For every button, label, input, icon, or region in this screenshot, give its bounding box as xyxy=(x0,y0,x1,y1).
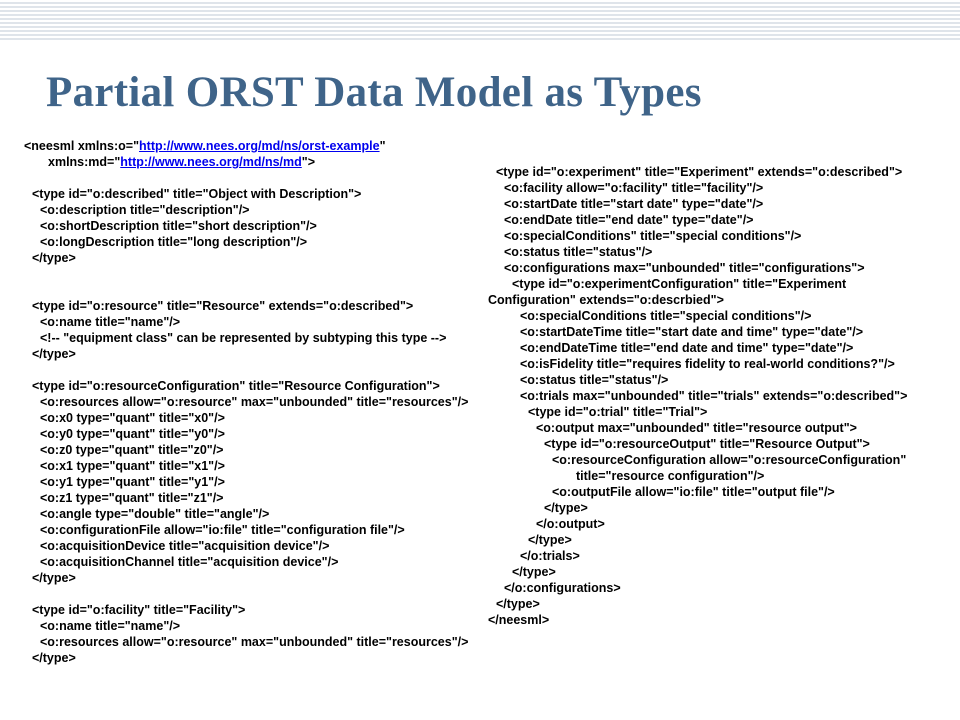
code-text: <neesml xmlns:o=" xyxy=(24,139,140,153)
code-text: <o:angle type="double" title="angle"/> xyxy=(40,507,270,521)
code-block-right xyxy=(488,164,948,628)
code-text: <o:facility allow="o:facility" title="facility"/> xyxy=(504,181,764,195)
code-line xyxy=(24,458,494,474)
code-line xyxy=(24,250,494,266)
code-line xyxy=(24,138,494,154)
code-text: </type> xyxy=(496,597,540,611)
code-text: <type id="o:experimentConfiguration" title="Experiment xyxy=(512,277,847,291)
code-text: Configuration" extends="o:descrbied"> xyxy=(488,293,724,307)
code-text: <o:configurations max="unbounded" title="configurations"> xyxy=(504,261,865,275)
code-text: </o:trials> xyxy=(520,549,580,563)
code-line xyxy=(488,276,948,292)
code-line xyxy=(488,260,948,276)
code-line xyxy=(488,468,948,484)
code-line xyxy=(24,410,494,426)
code-text: <o:configurationFile allow="io:file" title="configuration file"/> xyxy=(40,523,405,537)
code-line xyxy=(24,266,494,282)
code-text: " xyxy=(379,139,386,153)
code-text: "> xyxy=(301,155,315,169)
code-line xyxy=(24,154,494,170)
code-text: <!-- "equipment class" can be represented by subtyping this type --> xyxy=(40,331,447,345)
code-text: <type id="o:experiment" title="Experiment" extends="o:described"> xyxy=(496,165,903,179)
code-line xyxy=(24,570,494,586)
code-line xyxy=(24,538,494,554)
code-text: </type> xyxy=(32,347,76,361)
code-text: <o:acquisitionDevice title="acquisition device"/> xyxy=(40,539,330,553)
code-line xyxy=(24,186,494,202)
code-line xyxy=(488,340,948,356)
code-line xyxy=(24,170,494,186)
code-line xyxy=(24,362,494,378)
code-text: <o:specialConditions title="special conditions"/> xyxy=(520,309,812,323)
code-line xyxy=(488,388,948,404)
code-text: </type> xyxy=(32,651,76,665)
code-text: <o:shortDescription title="short description"/> xyxy=(40,219,317,233)
code-text: <o:z0 type="quant" title="z0"/> xyxy=(40,443,224,457)
code-line xyxy=(488,436,948,452)
code-line xyxy=(24,602,494,618)
code-line xyxy=(488,324,948,340)
code-line xyxy=(24,474,494,490)
code-line xyxy=(488,356,948,372)
code-text: <o:name title="name"/> xyxy=(40,619,181,633)
code-line xyxy=(488,564,948,580)
code-text: <type id="o:resourceConfiguration" title="Resource Configuration"> xyxy=(32,379,440,393)
code-text: <type id="o:resourceOutput" title="Resource Output"> xyxy=(544,437,870,451)
code-text: <o:output max="unbounded" title="resource output"> xyxy=(536,421,857,435)
code-text: <o:status title="status"/> xyxy=(520,373,669,387)
code-text: <o:startDateTime title="start date and time" type="date"/> xyxy=(520,325,864,339)
code-line xyxy=(488,404,948,420)
code-line xyxy=(488,548,948,564)
code-text: <type id="o:resource" title="Resource" extends="o:described"> xyxy=(32,299,414,313)
code-text: <o:acquisitionChannel title="acquisition device"/> xyxy=(40,555,339,569)
code-text: <o:endDateTime title="end date and time" type="date"/> xyxy=(520,341,854,355)
code-text: <o:longDescription title="long description"/> xyxy=(40,235,308,249)
code-text: xmlns:md=" xyxy=(48,155,121,169)
namespace-link[interactable]: http://www.nees.org/md/ns/md xyxy=(120,155,302,169)
code-line xyxy=(24,490,494,506)
code-line xyxy=(24,554,494,570)
code-text: <o:resourceConfiguration allow="o:resourceConfiguration" xyxy=(552,453,907,467)
code-line xyxy=(24,202,494,218)
code-text: <type id="o:trial" title="Trial"> xyxy=(528,405,708,419)
code-text: </type> xyxy=(544,501,588,515)
code-line xyxy=(488,484,948,500)
code-line xyxy=(24,442,494,458)
code-line xyxy=(24,634,494,650)
code-block-left xyxy=(24,138,494,666)
code-text: <o:trials max="unbounded" title="trials" extends="o:described"> xyxy=(520,389,908,403)
code-line xyxy=(488,596,948,612)
code-text: title="resource configuration"/> xyxy=(576,469,765,483)
code-line xyxy=(24,378,494,394)
code-text: </type> xyxy=(528,533,572,547)
code-line xyxy=(24,218,494,234)
code-text: </type> xyxy=(512,565,556,579)
code-line xyxy=(488,244,948,260)
code-line xyxy=(488,580,948,596)
code-text: <o:outputFile allow="io:file" title="output file"/> xyxy=(552,485,835,499)
code-text: <o:status title="status"/> xyxy=(504,245,653,259)
code-line xyxy=(24,394,494,410)
code-text: <o:name title="name"/> xyxy=(40,315,181,329)
code-line xyxy=(488,180,948,196)
code-line xyxy=(24,426,494,442)
code-line xyxy=(24,346,494,362)
code-text: <type id="o:facility" title="Facility"> xyxy=(32,603,246,617)
code-line xyxy=(488,292,948,308)
code-text: </type> xyxy=(32,571,76,585)
code-line xyxy=(24,314,494,330)
code-line xyxy=(488,516,948,532)
code-text: <o:endDate title="end date" type="date"/> xyxy=(504,213,754,227)
code-line xyxy=(488,612,948,628)
code-text: <o:isFidelity title="requires fidelity to real-world conditions?"/> xyxy=(520,357,895,371)
code-text: <o:z1 type="quant" title="z1"/> xyxy=(40,491,224,505)
code-line xyxy=(24,298,494,314)
code-line xyxy=(24,506,494,522)
code-text: </type> xyxy=(32,251,76,265)
slide-title: Partial ORST Data Model as Types xyxy=(46,69,702,116)
code-text: <type id="o:described" title="Object with Description"> xyxy=(32,187,362,201)
code-line xyxy=(488,308,948,324)
code-text: <o:startDate title="start date" type="date"/> xyxy=(504,197,764,211)
code-text: <o:y1 type="quant" title="y1"/> xyxy=(40,475,225,489)
code-text: <o:x1 type="quant" title="x1"/> xyxy=(40,459,225,473)
code-line xyxy=(24,586,494,602)
code-line xyxy=(488,228,948,244)
code-line xyxy=(24,522,494,538)
code-text: <o:specialConditions" title="special conditions"/> xyxy=(504,229,802,243)
code-line xyxy=(488,164,948,180)
code-line xyxy=(488,532,948,548)
code-text: <o:description title="description"/> xyxy=(40,203,250,217)
code-text: <o:y0 type="quant" title="y0"/> xyxy=(40,427,225,441)
code-line xyxy=(488,372,948,388)
code-line xyxy=(24,234,494,250)
code-text: <o:resources allow="o:resource" max="unbounded" title="resources"/> xyxy=(40,395,469,409)
code-line xyxy=(488,212,948,228)
code-line xyxy=(24,650,494,666)
code-line xyxy=(24,282,494,298)
header-stripe xyxy=(0,0,960,40)
code-text: <o:x0 type="quant" title="x0"/> xyxy=(40,411,225,425)
code-text: </neesml> xyxy=(488,613,550,627)
code-line xyxy=(488,420,948,436)
code-line xyxy=(24,330,494,346)
code-text: </o:output> xyxy=(536,517,605,531)
code-line xyxy=(488,452,948,468)
code-text: <o:resources allow="o:resource" max="unbounded" title="resources"/> xyxy=(40,635,469,649)
code-line xyxy=(488,196,948,212)
namespace-link[interactable]: http://www.nees.org/md/ns/orst-example xyxy=(139,139,380,153)
code-text: </o:configurations> xyxy=(504,581,621,595)
code-line xyxy=(488,500,948,516)
code-line xyxy=(24,618,494,634)
